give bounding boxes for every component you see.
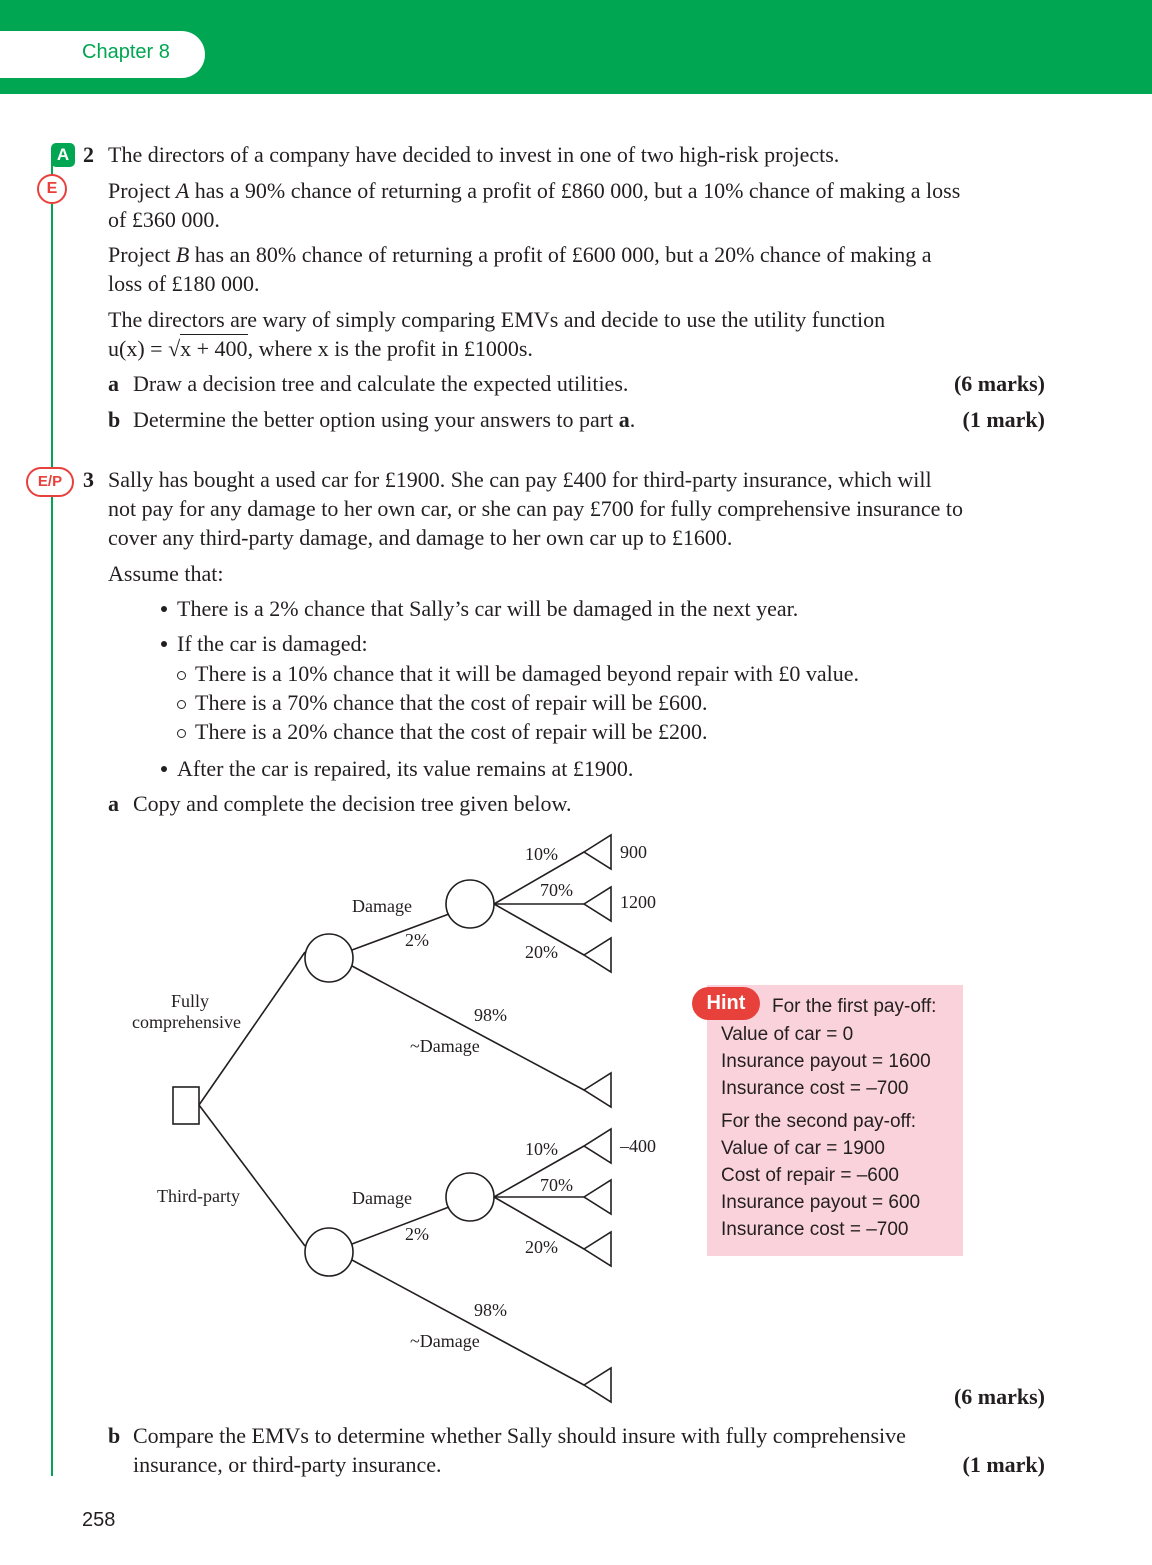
hint-line-8: Insurance payout = 600 xyxy=(721,1192,921,1213)
q3-part-b-line1: Compare the EMVs to determine whether Sally should insure with fully comprehensive xyxy=(133,1423,906,1448)
label-tp-20: 20% xyxy=(525,1237,558,1257)
q3-sub-bullet-1: There is a 10% chance that it will be damaged beyond repair with £0 value. xyxy=(195,661,860,686)
q3-sub-bullet-2: There is a 70% chance that the cost of repair will be £600. xyxy=(195,690,708,715)
label-tp-10: 10% xyxy=(525,1139,558,1159)
end-node xyxy=(584,835,611,869)
chance-node-tp xyxy=(305,1228,353,1276)
end-node xyxy=(584,1129,611,1163)
label-fc-10: 10% xyxy=(525,844,558,864)
label-damage-tp: Damage xyxy=(352,1188,412,1208)
q2-part-a-marks: (6 marks) xyxy=(953,371,1045,396)
q3-part-b-line2: insurance, or third-party insurance. xyxy=(133,1452,442,1477)
label-no-damage-fc: ~Damage xyxy=(410,1036,480,1056)
q2-project-b-line2: loss of £180 000. xyxy=(108,271,260,296)
q2-project-a-line1: Project A has a 90% chance of returning a profit of £860 000, but a 10% chance of making a loss xyxy=(108,178,961,203)
tag-ep-icon: E/P xyxy=(26,467,74,497)
branch-third-party xyxy=(199,1105,305,1246)
q3-line1: Sally has bought a used car for £1900. She can pay £400 for third-party insurance, which will xyxy=(108,467,932,492)
label-fc-20: 20% xyxy=(525,942,558,962)
hint-line-9: Insurance cost = –700 xyxy=(721,1219,909,1240)
branch-tp-no-damage xyxy=(352,1260,584,1385)
label-no-damage-tp: ~Damage xyxy=(410,1331,480,1351)
q2-part-a-text: Draw a decision tree and calculate the expected utilities. xyxy=(133,371,629,396)
label-fc-70: 70% xyxy=(540,880,573,900)
q3-bullet-2: If the car is damaged: xyxy=(177,631,368,656)
payoff-fc-10: 900 xyxy=(620,842,647,862)
hint-line-1: For the first pay-off: xyxy=(772,996,937,1017)
q3-part-b-label: b xyxy=(108,1423,121,1448)
chance-node-tp-damage xyxy=(446,1173,494,1221)
q2-project-b-line1: Project B has an 80% chance of returning a profit of £600 000, but a 20% chance of making a xyxy=(108,242,932,267)
end-node xyxy=(584,1073,611,1107)
q2-part-b-text: Determine the better option using your answers to part a. xyxy=(133,407,636,432)
tag-e-icon: E xyxy=(37,174,67,204)
q3-bullet-3: After the car is repaired, its value remains at £1900. xyxy=(177,756,634,781)
chance-node-fc xyxy=(305,934,353,982)
q2-project-a-line2: of £360 000. xyxy=(108,207,220,232)
label-third-party: Third-party xyxy=(157,1186,240,1206)
label-p-no-damage-fc: 98% xyxy=(474,1005,507,1025)
q3-assume: Assume that: xyxy=(108,561,224,586)
end-node xyxy=(584,1368,611,1402)
page-number: 258 xyxy=(82,1509,116,1531)
q3-part-a-text: Copy and complete the decision tree given below. xyxy=(133,791,572,816)
hint-line-7: Cost of repair = –600 xyxy=(721,1165,899,1186)
q2-intro: The directors of a company have decided to invest in one of two high-risk projects. xyxy=(108,142,840,167)
hint-line-5: For the second pay-off: xyxy=(721,1111,917,1132)
q3-line2: not pay for any damage to her own car, or she can pay £700 for fully comprehensive insurance to xyxy=(108,496,963,521)
q2-part-a-label: a xyxy=(108,371,119,396)
payoff-fc-70: 1200 xyxy=(620,892,656,912)
question-2-number: 2 xyxy=(83,142,94,167)
label-p-damage-tp: 2% xyxy=(405,1224,429,1244)
q2-part-b-label: b xyxy=(108,407,121,432)
q3-bullet-1: There is a 2% chance that Sally’s car will be damaged in the next year. xyxy=(177,596,799,621)
decision-node xyxy=(173,1087,199,1124)
hint-line-4: Insurance cost = –700 xyxy=(721,1078,909,1099)
hint-tag: Hint xyxy=(692,987,760,1020)
hint-line-6: Value of car = 1900 xyxy=(721,1138,885,1159)
question-3-number: 3 xyxy=(83,467,94,492)
label-damage-fc: Damage xyxy=(352,896,412,916)
q3-part-b-marks: (1 mark) xyxy=(962,1452,1045,1477)
label-fully: Fully xyxy=(171,991,210,1011)
chance-node-fc-damage xyxy=(446,880,494,928)
q2-part-b-marks: (1 mark) xyxy=(962,407,1045,432)
label-comprehensive: comprehensive xyxy=(132,1012,241,1032)
branch-fc-no-damage xyxy=(352,966,584,1090)
end-node xyxy=(584,938,611,972)
branch-fc-damage xyxy=(352,914,449,950)
q3-line3: cover any third-party damage, and damage to her own car up to £1600. xyxy=(108,525,733,550)
end-node xyxy=(584,1180,611,1214)
end-node xyxy=(584,887,611,921)
label-p-damage-fc: 2% xyxy=(405,930,429,950)
end-node xyxy=(584,1232,611,1266)
label-p-no-damage-tp: 98% xyxy=(474,1300,507,1320)
label-tp-70: 70% xyxy=(540,1175,573,1195)
tag-a-icon: A xyxy=(51,143,75,167)
chapter-title: Chapter 8 xyxy=(82,41,170,63)
payoff-tp-10: –400 xyxy=(620,1136,656,1156)
q3-sub-bullet-3: There is a 20% chance that the cost of repair will be £200. xyxy=(195,719,708,744)
hint-line-3: Insurance payout = 1600 xyxy=(721,1051,931,1072)
q3-part-a-marks: (6 marks) xyxy=(953,1384,1045,1409)
q2-utility-line1: The directors are wary of simply comparing EMVs and decide to use the utility function xyxy=(108,307,886,332)
branch-tp-damage xyxy=(352,1207,449,1244)
q2-utility-line2: u(x) = √x + 400, where x is the profit in £1000s. xyxy=(108,336,533,361)
q3-part-a-label: a xyxy=(108,791,119,816)
hint-line-2: Value of car = 0 xyxy=(721,1024,854,1045)
